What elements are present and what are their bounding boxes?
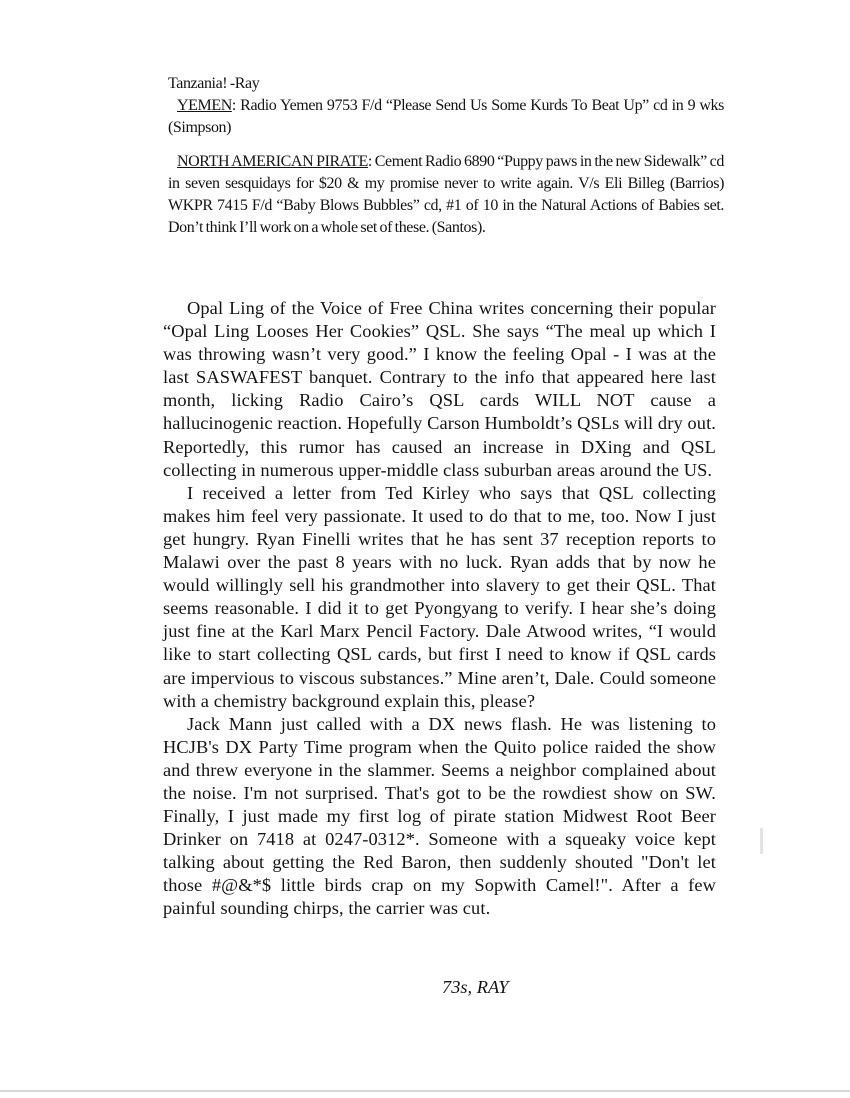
- closing-line: Tanzania! -Ray: [168, 75, 260, 92]
- country-heading: YEMEN: [177, 97, 232, 114]
- column-paragraph-1: Opal Ling of the Voice of Free China writes concerning their popular “Opal Ling Looses Her Cookies” QSL. She says “The meal up which I was throwing wasn’t very good.” I know the feeling Opal - I was at the last SASWAFEST banquet. Contrary to the info that appeared here last month, licking Radio Cairo’s QSL cards WILL NOT cause a hallucinogenic reaction. Hopefully Carson Humboldt’s QSLs will dry out. Reportedly, this rumor has caused an increase in DXing and QSL collecting in numerous upper-middle class suburban areas around the US.: [163, 298, 716, 480]
- log-entry-text: : Radio Yemen 9753 F/d “Please Send Us Some Kurds To Beat Up” cd in 9 wks (Simpson): [168, 97, 724, 136]
- log-entry-text: : Cement Radio 6890 “Puppy paws in the new Sidewalk” cd in seven sesquidays for $20 & my promise never to write again. V/s Eli Billeg (Barrios) WKPR 7415 F/d “Baby Blows Bubbles” cd, #1 of 10 in the Natural Actions of Babies set. Don’t think I’ll work on a whole set of these. (Santos).: [168, 153, 724, 236]
- log-entry-north-american-pirate: [168, 151, 724, 239]
- scan-edge-line: [0, 1090, 850, 1092]
- column-body: [163, 297, 716, 921]
- qsl-log-list: [168, 73, 724, 239]
- country-heading: NORTH AMERICAN PIRATE: [177, 153, 368, 170]
- column-signoff: 73s, RAY: [442, 977, 509, 997]
- log-entry-yemen: [168, 95, 724, 139]
- column-paragraph-3: Jack Mann just called with a DX news flash. He was listening to HCJB's DX Party Time program when the Quito police raided the show and threw everyone in the slammer. Seems a neighbor complained about the noise. I'm not surprised. That's got to be the rowdiest show on SW. Finally, I just made my first log of pirate station Midwest Root Beer Drinker on 7418 at 0247-0312*. Someone with a squeaky voice kept talking about getting the Red Baron, then suddenly shouted "Don't let those #@&*$ little birds crap on my Sopwith Camel!". After a few painful sounding chirps, the carrier was cut.: [163, 713, 716, 919]
- column-paragraph-2: I received a letter from Ted Kirley who says that QSL collecting makes him feel very passionate. It used to do that to me, too. Now I just get hungry. Ryan Finelli writes that he has sent 37 reception reports to Malawi over the past 8 years with no luck. Ryan adds that by now he would willingly sell his grandmother into slavery to get their QSL. That seems reasonable. I did it to get Pyongyang to verify. I hear she’s doing just fine at the Karl Marx Pencil Factory. Dale Atwood writes, “I would like to start collecting QSL cards, but first I need to know if QSL cards are impervious to viscous substances.” Mine aren’t, Dale. Could someone with a chemistry background explain this, please?: [163, 482, 716, 711]
- scan-speck: [760, 828, 763, 854]
